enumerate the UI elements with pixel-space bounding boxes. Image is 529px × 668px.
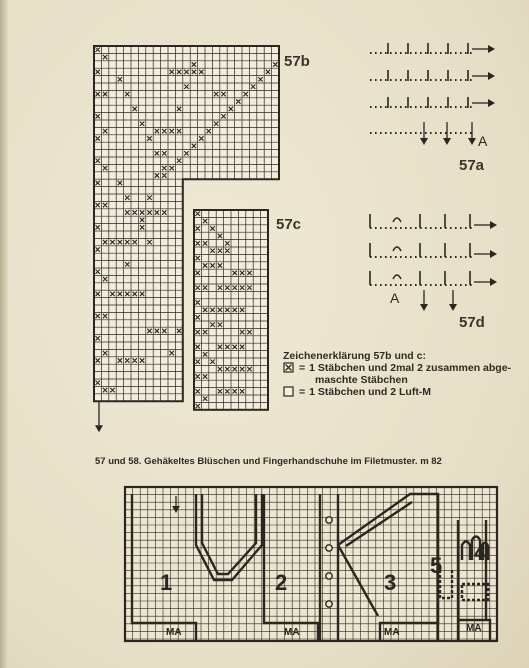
arrow-down-icon — [420, 138, 428, 145]
legend — [283, 350, 523, 398]
arrow-right-icon — [490, 221, 497, 229]
chain-loop — [393, 218, 401, 222]
button-mark — [326, 601, 332, 607]
label-57c: 57c — [276, 216, 302, 233]
chain-loop — [393, 275, 401, 279]
ma-label-1: MA — [166, 627, 182, 638]
arrow-right-icon — [488, 99, 495, 107]
button-mark — [326, 573, 332, 579]
legend-item-empty — [283, 386, 523, 398]
button-mark — [326, 517, 332, 523]
legend-item2-text: 1 Stäbchen und 2 Luft-M — [309, 386, 432, 398]
label-57a: 57a — [459, 157, 485, 174]
label-57d: 57d — [459, 314, 485, 331]
label-a-57a: A — [478, 133, 488, 149]
arrow-right-icon — [488, 45, 495, 53]
arrow-down-icon — [95, 425, 103, 432]
piece-number-4: 4 — [474, 540, 487, 565]
empty-box-icon — [283, 386, 295, 397]
button-mark — [326, 545, 332, 551]
arrow-down-icon — [468, 138, 476, 145]
arrow-right-icon — [490, 250, 497, 258]
piece-number-1: 1 — [160, 570, 173, 595]
legend-item1-text2: maschte Stäbchen — [315, 374, 408, 386]
symbol-diagram-57a — [370, 43, 495, 145]
legend-item-cross — [283, 362, 523, 374]
arrow-right-icon — [488, 72, 495, 80]
arrow-right-icon — [490, 278, 497, 286]
figure-caption: 57 und 58. Gehäkeltes Blüschen und Fingerhandschuhe im Filetmuster. m 82 — [95, 456, 442, 467]
chart-57c — [194, 210, 268, 410]
chain-loop — [393, 247, 401, 251]
ma-label-3: MA — [384, 627, 400, 638]
label-a-57d: A — [390, 290, 400, 306]
ma-label-4: MA — [466, 623, 482, 634]
label-57b: 57b — [284, 53, 310, 70]
arrow-down-icon — [449, 304, 457, 311]
piece-number-2: 2 — [275, 570, 288, 595]
arrow-down-icon — [443, 138, 451, 145]
legend-title: Zeichenerklärung 57b und c: — [283, 350, 426, 362]
piece-number-3: 3 — [384, 570, 397, 595]
arrow-down-icon — [420, 304, 428, 311]
legend-equals-1: = — [299, 362, 306, 374]
cross-box-icon — [283, 362, 295, 373]
ma-label-2: MA — [284, 627, 300, 638]
piece-number-5: 5 — [430, 553, 443, 578]
legend-item1-text: 1 Stäbchen und 2mal 2 zusammen abge- — [309, 362, 512, 374]
legend-equals-2: = — [299, 386, 306, 398]
